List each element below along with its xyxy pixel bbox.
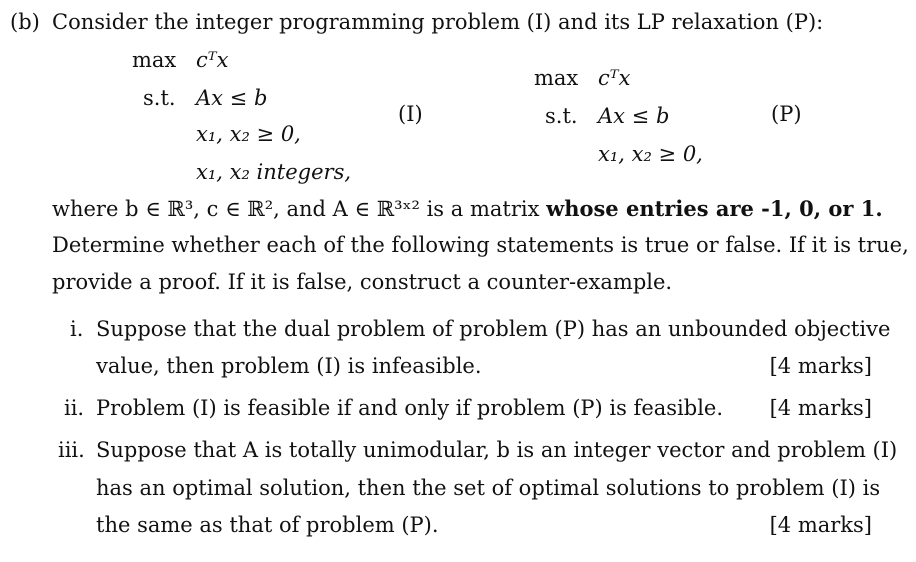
item-text: has an optimal solution, then the set of optimal solutions to problem (I) is [96,476,881,500]
problem-i-constraint-1: Ax ≤ b [196,86,268,110]
problem-i-st: s.t. [143,86,176,110]
problem-p-st: s.t. [545,104,578,128]
item-text: value, then problem (I) is infeasible. [96,354,482,378]
item-marks: [4 marks] [769,396,872,420]
item-text: Suppose that A is totally unimodular, b is an integer vector and problem (I) [96,438,898,462]
intro-text: Consider the integer programming problem (I) and its LP relaxation (P): [52,10,824,34]
where-text: where b ∈ ℝ³, c ∈ ℝ², and A ∈ ℝ³ˣ² is a matrix [52,197,540,221]
item-number: i. [70,317,84,341]
where-text-bold: whose entries are -1, 0, or 1. [546,196,883,221]
problem-p-objective: cᵀx [598,66,631,90]
item-marks: [4 marks] [769,354,872,378]
problem-i-label: (I) [398,102,423,126]
item-text: Suppose that the dual problem of problem (P) has an unbounded objective [96,317,891,341]
problem-p-constraint-2: x₁, x₂ ≥ 0, [598,142,703,166]
problem-i-constraint-2: x₁, x₂ ≥ 0, [196,122,301,146]
part-label: (b) [10,10,40,34]
problem-p-label: (P) [771,102,802,126]
item-number: ii. [64,396,85,420]
where-line [52,198,883,220]
item-text: the same as that of problem (P). [96,513,439,537]
instructions-line-1: Determine whether each of the following statements is true or false. If it is true, [52,233,909,257]
item-text: Problem (I) is feasible if and only if problem (P) is feasible. [96,396,724,420]
problem-p-constraint-1: Ax ≤ b [598,104,670,128]
problem-i-objective: cᵀx [196,48,229,72]
problem-i-constraint-3: x₁, x₂ integers, [196,160,352,184]
problem-p-max: max [534,66,579,90]
item-number: iii. [58,438,85,462]
item-marks: [4 marks] [769,513,872,537]
instructions-line-2: provide a proof. If it is false, construct a counter-example. [52,270,673,294]
problem-i-max: max [132,48,177,72]
